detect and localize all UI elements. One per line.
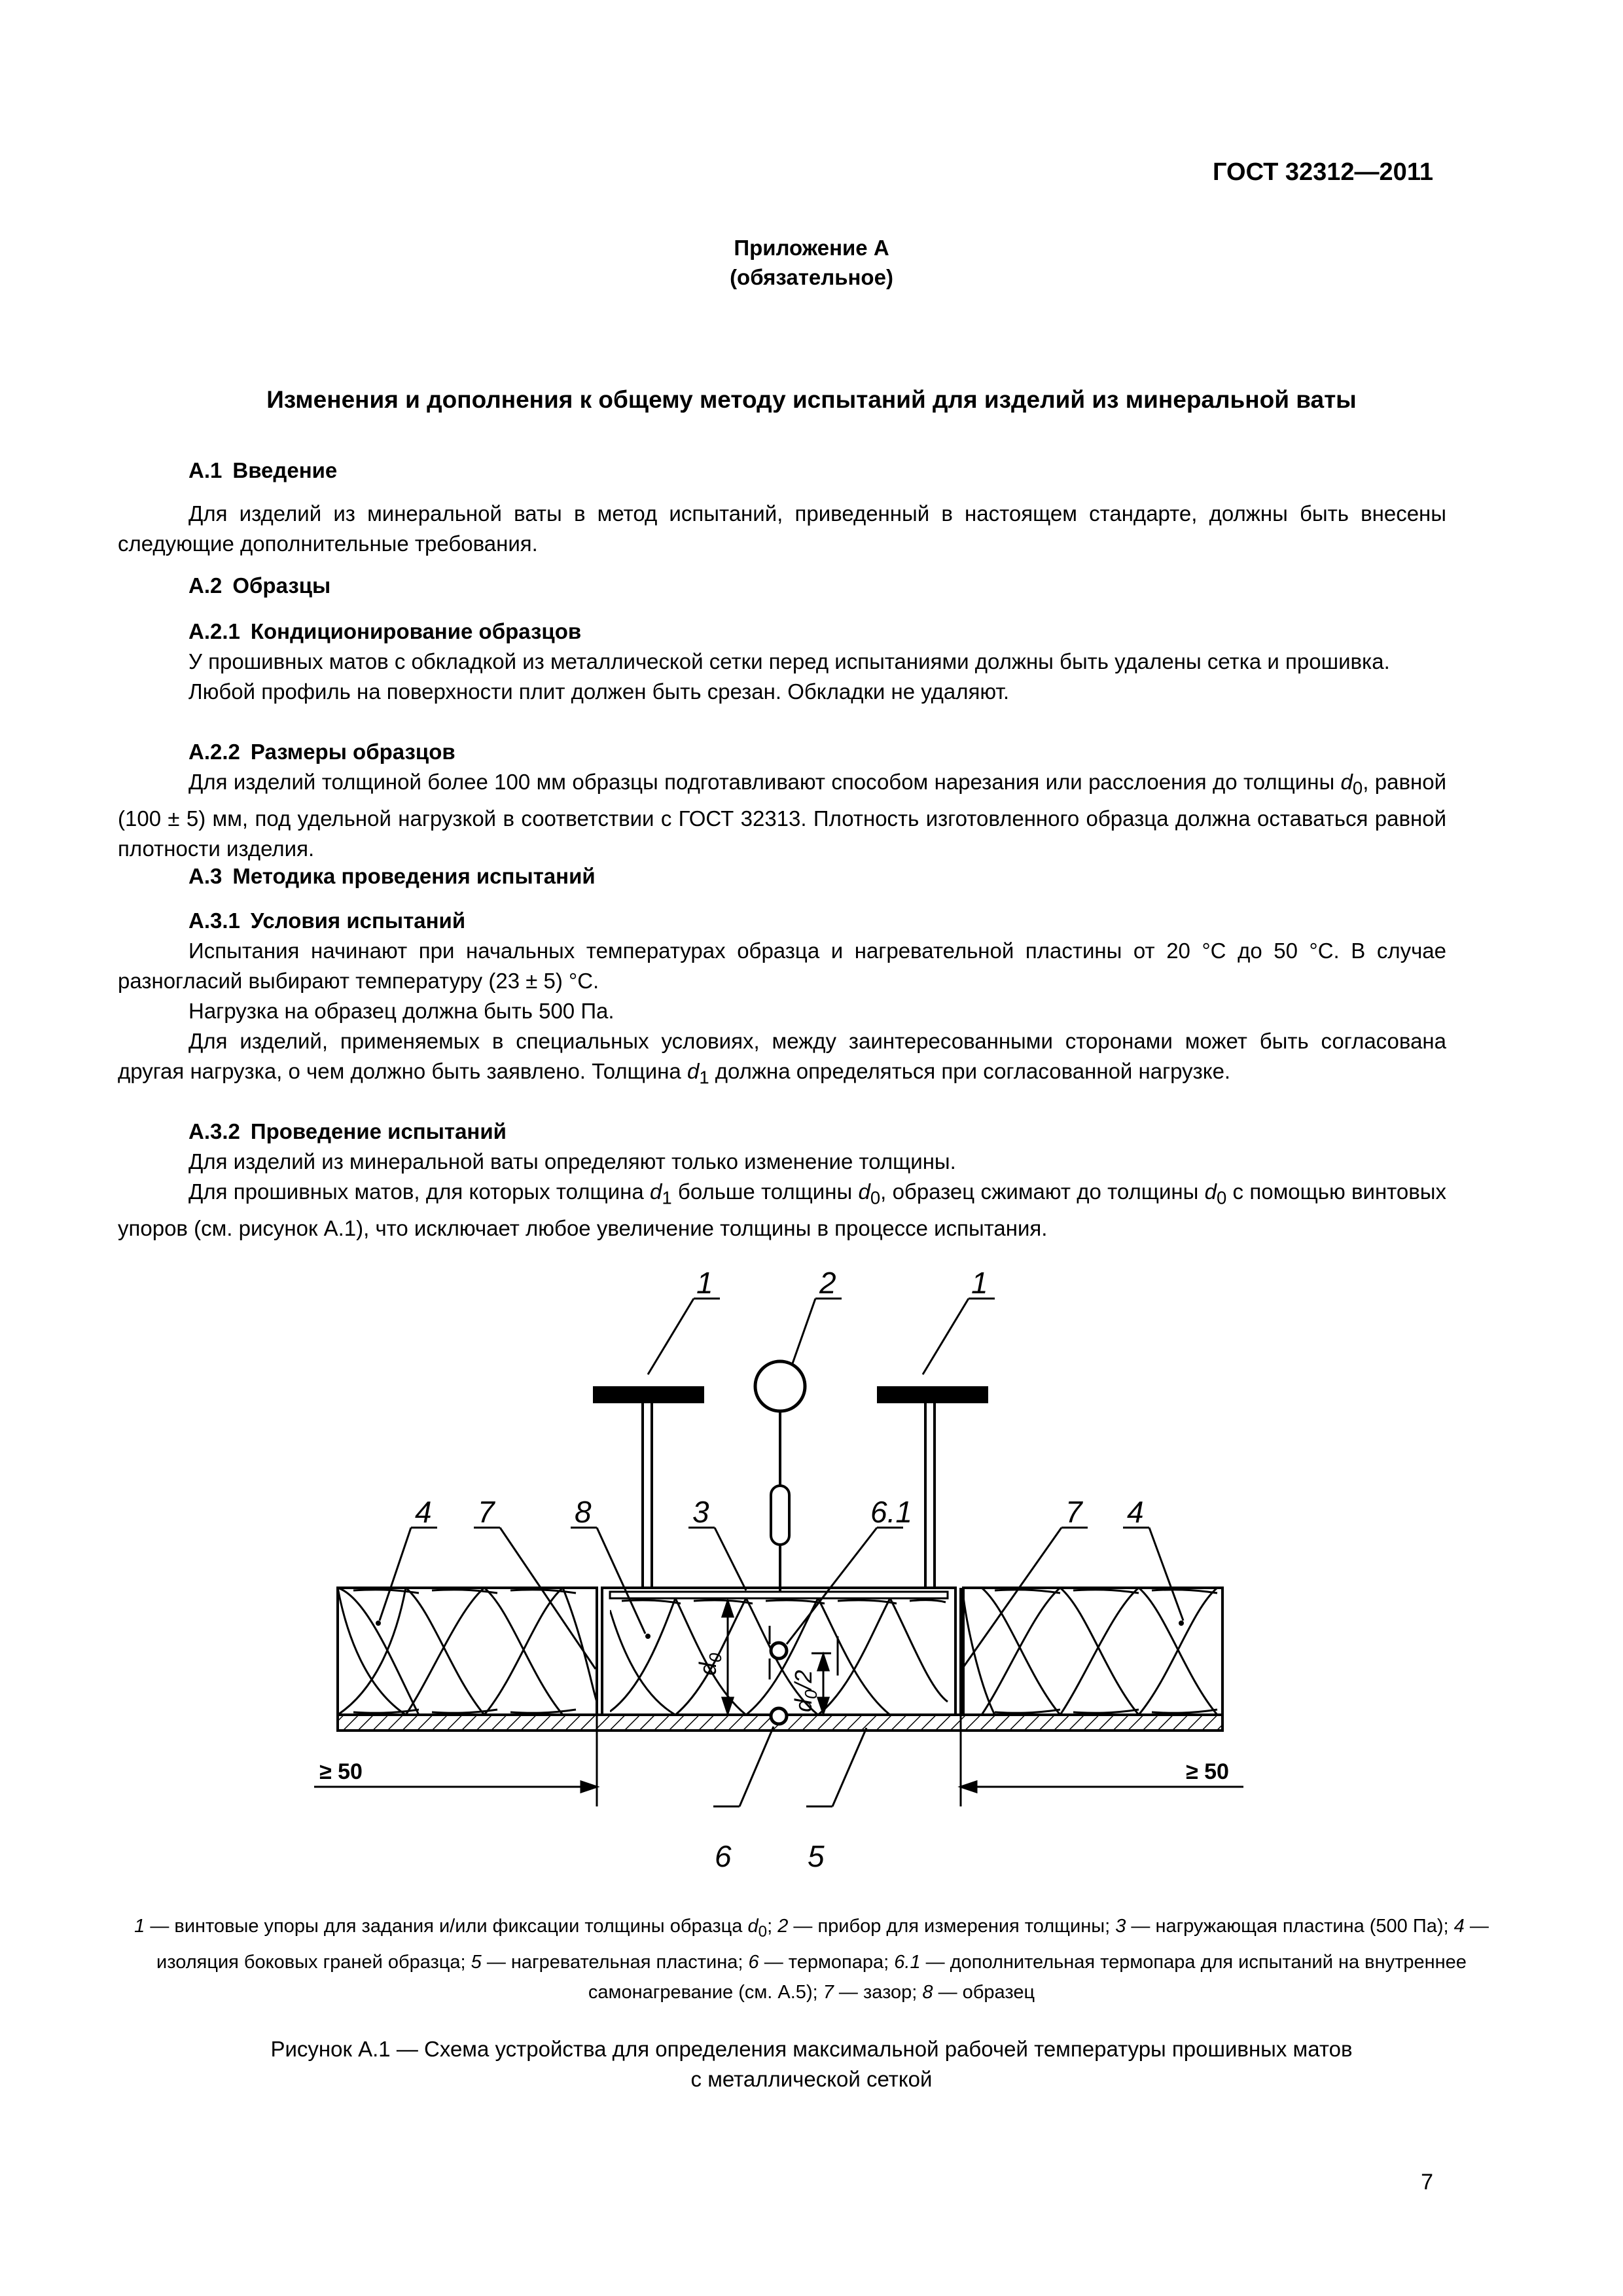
section-heading-a32: А.3.2 Проведение испытаний — [188, 1119, 507, 1143]
label-1-left: 1 — [696, 1266, 713, 1300]
dimension-left-label: ≥ 50 — [319, 1759, 363, 1784]
section-text-a32: Для изделий из минеральной ваты определяют только изменение толщины. Для прошивных матов, для которых толщина $d_1$ больше толщины $d_0$, образец сжимают до толщины $d_0$ с помощью винтовых упоров (см. рисунок А.1), что исключает любое увеличение толщины в процессе испытания. — [118, 1149, 1447, 1240]
section-heading-a2: А.2 Образцы — [188, 573, 331, 598]
figure-legend: 1 — винтовые упоры для задания и/или фиксации толщины образца $d_0$; 2 — прибор для измерения толщины; 3 — нагружающая пластина (500 Па); 4 — изоляция боковых граней образца; 5 — нагревательная пластина; 6 — термопара; 6.1 — дополнительная термопара для испытаний на внутреннее самонагревание (см. А.5); 7 — зазор; 8 — образец — [134, 1916, 1489, 2003]
annex-type: (обязательное) — [730, 265, 893, 289]
section-heading-a1: А.1 Введение — [188, 458, 338, 482]
screw-stop-right — [877, 1386, 988, 1588]
section-heading-a3: А.3 Методика проведения испытаний — [188, 864, 596, 888]
section-heading-a22: А.2.2 Размеры образцов — [188, 740, 455, 764]
page-number: 7 — [1421, 2170, 1433, 2195]
standard-code: ГОСТ 32312—2011 — [1213, 158, 1433, 186]
section-text-a21: У прошивных матов с обкладкой из металлической сетки перед испытаниями должны быть удалены сетка и прошивка. Любой профиль на поверхности плит должен быть срезан. Обкладки не удаляют. — [188, 649, 1390, 704]
label-7-right: 7 — [1065, 1495, 1082, 1529]
main-title: Изменения и дополнения к общему методу испытаний для изделий из минеральной ваты — [266, 386, 1357, 413]
insulation-right — [963, 1588, 1222, 1715]
label-8: 8 — [575, 1495, 592, 1529]
figure-caption: Рисунок А.1 — Схема устройства для определения максимальной рабочей температуры прошивных матов с металлической сеткой — [270, 2037, 1353, 2091]
label-4-left: 4 — [415, 1495, 432, 1529]
section-heading-a31: А.3.1 Условия испытаний — [188, 908, 466, 933]
section-text-a1: Для изделий из минеральной ваты в метод испытаний, приведенный в настоящем стандарте, должны быть внесены следующие дополнительные требования. — [118, 501, 1446, 556]
label-6: 6 — [715, 1839, 732, 1873]
figure-a1-diagram — [0, 1244, 1623, 1898]
label-2: 2 — [819, 1266, 836, 1300]
insulation-left — [338, 1588, 597, 1715]
annex-title: Приложение А — [734, 236, 889, 260]
section-text-a31: Испытания начинают при начальных температурах образца и нагревательной пластины от 20 °С до 50 °С. В случае разногласий выбирают температуру (23 ± 5) °С. Нагрузка на образец должна быть 500 Па. Для изделий, применяемых в специальных условиях, между заинтересованными сторонами может быть согласована другая нагрузка, о чем должно быть заявлено. Толщина $d_1$ должна определяться при согласованной нагрузке. — [118, 939, 1446, 1088]
label-1-right: 1 — [971, 1266, 988, 1300]
label-5: 5 — [808, 1839, 825, 1873]
label-4-right: 4 — [1127, 1495, 1144, 1529]
label-3: 3 — [692, 1495, 709, 1529]
dimension-d0-label: $d_0$ — [694, 1653, 725, 1676]
thermocouple-6 — [771, 1708, 787, 1724]
dimension-right-label: ≥ 50 — [1186, 1759, 1229, 1784]
loading-plate — [610, 1592, 948, 1598]
thickness-gauge — [755, 1361, 805, 1592]
thermocouple-6-1 — [771, 1643, 787, 1659]
label-6-1: 6.1 — [870, 1495, 912, 1529]
section-heading-a21: А.2.1 Кондиционирование образцов — [188, 619, 582, 643]
dimension-d0-half-label: $d_0/2$ — [790, 1670, 821, 1712]
section-text-a22: Для изделий толщиной более 100 мм образцы подготавливают способом нарезания или расслоения до толщины $d_0$, равной (100 ± 5) мм, под удельной нагрузкой в соответствии с ГОСТ 32313. Плотность изготовленного образца должна оставаться равной плотности изделия. — [118, 770, 1446, 861]
label-7-left: 7 — [478, 1495, 495, 1529]
